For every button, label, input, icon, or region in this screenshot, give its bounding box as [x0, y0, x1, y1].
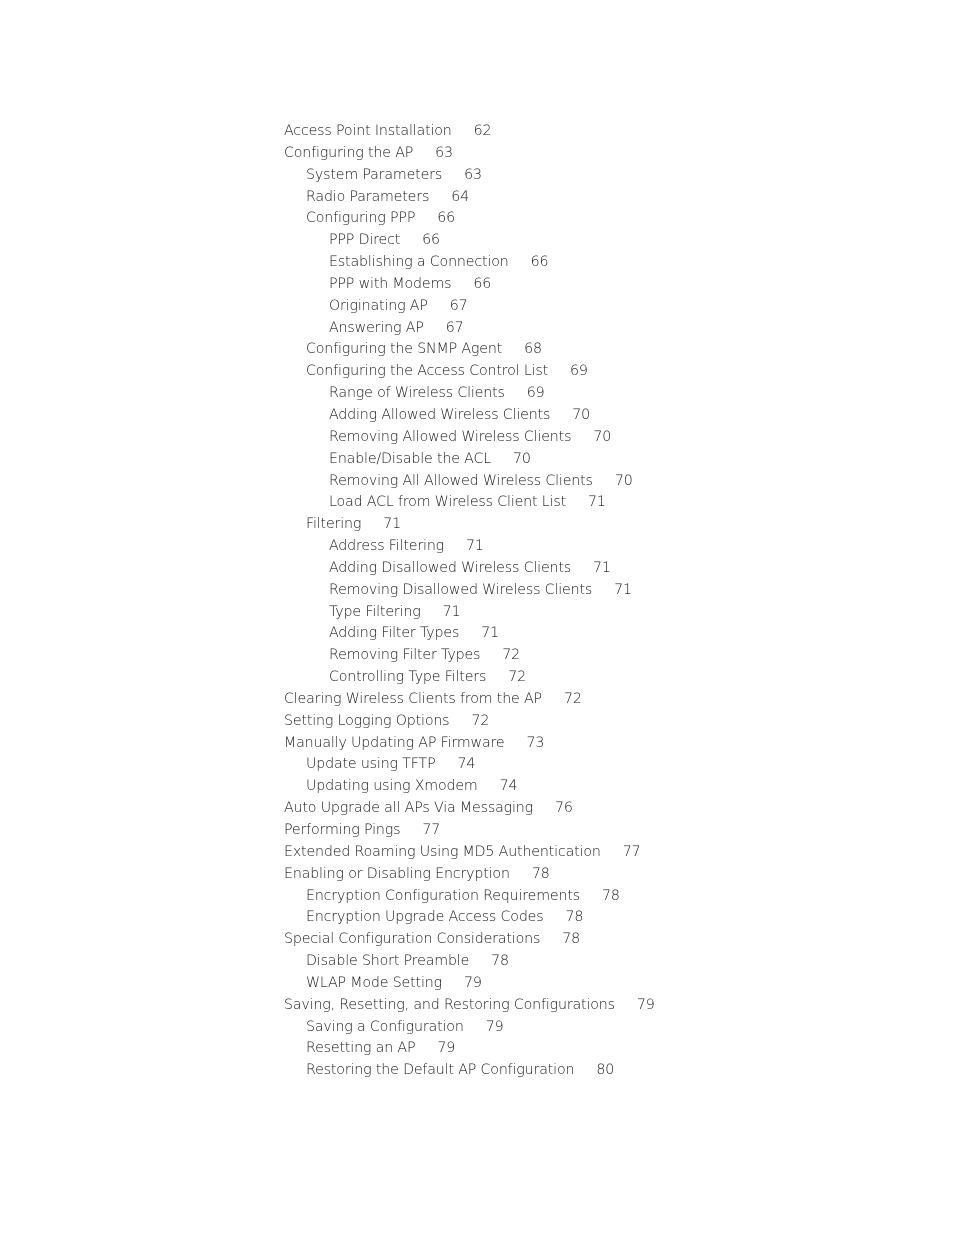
toc-entry[interactable] — [284, 602, 655, 624]
toc-entry-title: Disable Short Preamble — [306, 953, 470, 970]
toc-entry[interactable] — [284, 711, 655, 733]
toc-entry-title: Establishing a Connection — [329, 254, 509, 271]
toc-entry[interactable] — [284, 361, 655, 383]
toc-entry-page-number: 62 — [473, 123, 492, 139]
toc-entry-title: Auto Upgrade all APs Via Messaging — [284, 800, 533, 817]
toc-entry[interactable] — [284, 318, 655, 340]
toc-entry[interactable] — [284, 252, 655, 274]
toc-entry-page-number: 66 — [422, 232, 440, 249]
toc-entry-title: Filtering — [306, 516, 362, 533]
toc-entry[interactable] — [284, 558, 655, 580]
toc-entry-page-number: 79 — [437, 1040, 456, 1057]
toc-entry-page-number: 74 — [499, 778, 518, 795]
toc-entry-title: Controlling Type Filters — [329, 669, 487, 686]
toc-entry[interactable] — [284, 864, 655, 886]
toc-entry[interactable] — [284, 274, 655, 296]
toc-entry[interactable] — [284, 1060, 655, 1082]
toc-entry-page-number: 69 — [526, 385, 545, 402]
toc-entry-title: Update using TFTP — [306, 756, 436, 773]
toc-entry[interactable] — [284, 689, 655, 711]
toc-entry[interactable] — [284, 776, 655, 798]
toc-entry-title: Clearing Wireless Clients from the AP — [284, 690, 542, 707]
toc-entry-title: Range of Wireless Clients — [329, 385, 505, 402]
toc-entry-page-number: 71 — [588, 494, 606, 511]
toc-entry[interactable] — [284, 405, 655, 427]
toc-entry-title: Configuring the SNMP Agent — [306, 341, 503, 358]
toc-entry-page-number: 71 — [593, 559, 611, 576]
toc-entry[interactable] — [284, 121, 655, 143]
toc-entry-page-number: 66 — [437, 210, 455, 227]
toc-entry-page-number: 71 — [383, 516, 401, 533]
toc-entry[interactable] — [284, 951, 655, 973]
toc-entry[interactable] — [284, 165, 655, 187]
toc-entry-title: PPP Direct — [329, 232, 401, 249]
toc-entry-page-number: 72 — [471, 712, 490, 729]
toc-entry-page-number: 78 — [491, 953, 509, 970]
toc-entry[interactable] — [284, 580, 655, 602]
toc-entry-page-number: 66 — [473, 275, 492, 292]
toc-entry-title: Address Filtering — [329, 538, 445, 555]
toc-entry-title: Configuring the Access Control List — [306, 363, 549, 380]
toc-entry[interactable] — [284, 427, 655, 449]
toc-entry-page-number: 72 — [502, 647, 521, 664]
toc-entry-page-number: 73 — [526, 734, 545, 751]
toc-entry-page-number: 71 — [614, 581, 632, 598]
toc-entry[interactable] — [284, 1017, 655, 1039]
toc-entry[interactable] — [284, 733, 655, 755]
toc-entry-title: Access Point Installation — [284, 123, 452, 139]
toc-entry[interactable] — [284, 929, 655, 951]
toc-entry[interactable] — [284, 798, 655, 820]
toc-entry-title: Adding Filter Types — [329, 625, 460, 642]
toc-entry-title: Updating using Xmodem — [306, 778, 478, 795]
toc-entry-title: Restoring the Default AP Configuration — [306, 1062, 575, 1079]
toc-entry-page-number: 70 — [513, 450, 531, 467]
toc-entry-page-number: 63 — [435, 144, 453, 161]
toc-entry-page-number: 76 — [554, 800, 573, 817]
toc-entry[interactable] — [284, 339, 655, 361]
toc-entry-title: Saving a Configuration — [306, 1018, 464, 1035]
toc-entry-page-number: 78 — [562, 931, 580, 948]
toc-entry-page-number: 74 — [457, 756, 476, 773]
toc-entry-title: Extended Roaming Using MD5 Authentication — [284, 843, 601, 860]
toc-entry-page-number: 71 — [481, 625, 499, 642]
toc-entry-title: Radio Parameters — [306, 188, 430, 205]
toc-entry-page-number: 77 — [622, 843, 641, 860]
toc-entry-title: Removing Disallowed Wireless Clients — [329, 581, 593, 598]
toc-entry-title: Adding Disallowed Wireless Clients — [329, 559, 572, 576]
toc-entry-page-number: 64 — [451, 188, 469, 205]
toc-entry-title: Performing Pings — [284, 822, 401, 838]
toc-entry[interactable] — [284, 230, 655, 252]
toc-entry-title: Manually Updating AP Firmware — [284, 734, 505, 751]
toc-entry-page-number: 79 — [636, 996, 655, 1013]
toc-entry-title: Type Filtering — [329, 603, 421, 620]
toc-entry-title: Originating AP — [329, 297, 428, 314]
toc-entry-page-number: 67 — [449, 297, 468, 314]
toc-entry-page-number: 70 — [614, 472, 633, 489]
toc-entry-title: Enabling or Disabling Encryption — [284, 865, 510, 882]
toc-entry-title: WLAP Mode Setting — [306, 974, 442, 991]
toc-entry[interactable] — [284, 907, 655, 929]
toc-entry-page-number: 72 — [508, 669, 526, 686]
toc-entry-title: Removing All Allowed Wireless Clients — [329, 472, 593, 489]
toc-entry-page-number: 69 — [570, 363, 588, 380]
toc-entry-page-number: 70 — [572, 406, 590, 423]
toc-entry-page-number: 71 — [442, 603, 461, 620]
toc-entry[interactable] — [284, 383, 655, 405]
toc-entry[interactable] — [284, 514, 655, 536]
toc-entry[interactable] — [284, 667, 655, 689]
toc-entry-page-number: 78 — [531, 865, 550, 882]
toc-entry-page-number: 78 — [565, 909, 584, 926]
toc-entry-title: Setting Logging Options — [284, 712, 450, 729]
toc-entry-title: Answering AP — [329, 319, 424, 336]
toc-entry[interactable] — [284, 449, 655, 471]
table-of-contents — [284, 121, 655, 1082]
toc-entry-title: Special Configuration Considerations — [284, 931, 541, 948]
toc-entry-title: Resetting an AP — [306, 1040, 416, 1057]
toc-entry[interactable] — [284, 623, 655, 645]
toc-entry-page-number: 63 — [464, 166, 482, 183]
toc-entry-page-number: 71 — [466, 538, 484, 555]
toc-entry[interactable] — [284, 296, 655, 318]
toc-entry[interactable] — [284, 1038, 655, 1060]
toc-entry[interactable] — [284, 645, 655, 667]
toc-entry-page-number: 78 — [602, 887, 620, 904]
toc-entry-title: Load ACL from Wireless Client List — [329, 494, 567, 511]
toc-entry-title: Enable/Disable the ACL — [329, 450, 492, 467]
toc-entry[interactable] — [284, 995, 655, 1017]
toc-entry-page-number: 79 — [485, 1018, 504, 1035]
toc-entry[interactable] — [284, 143, 655, 165]
toc-entry-title: System Parameters — [306, 166, 443, 183]
toc-entry-page-number: 68 — [524, 341, 542, 358]
toc-entry-title: Configuring the AP — [284, 144, 414, 161]
toc-entry-page-number: 66 — [530, 254, 549, 271]
toc-entry-title: Configuring PPP — [306, 210, 416, 227]
toc-entry-title: Adding Allowed Wireless Clients — [329, 406, 551, 423]
toc-entry-page-number: 79 — [463, 974, 482, 991]
toc-entry[interactable] — [284, 536, 655, 558]
toc-entry-page-number: 72 — [563, 690, 582, 707]
toc-entry[interactable] — [284, 820, 655, 842]
toc-entry[interactable] — [284, 471, 655, 493]
toc-entry-title: Removing Allowed Wireless Clients — [329, 428, 572, 445]
toc-entry-title: Saving, Resetting, and Restoring Configurations — [284, 996, 615, 1013]
toc-entry[interactable] — [284, 842, 655, 864]
toc-entry-page-number: 80 — [596, 1062, 615, 1079]
toc-entry-title: PPP with Modems — [329, 275, 452, 292]
toc-entry[interactable] — [284, 492, 655, 514]
toc-entry-title: Removing Filter Types — [329, 647, 481, 664]
toc-entry[interactable] — [284, 754, 655, 776]
toc-entry-page-number: 67 — [445, 319, 464, 336]
toc-entry[interactable] — [284, 886, 655, 908]
toc-entry[interactable] — [284, 187, 655, 209]
toc-entry-title: Encryption Configuration Requirements — [306, 887, 580, 904]
toc-entry-title: Encryption Upgrade Access Codes — [306, 909, 544, 926]
toc-entry-page-number: 70 — [593, 428, 612, 445]
toc-entry-page-number: 77 — [422, 822, 441, 838]
toc-entry[interactable] — [284, 208, 655, 230]
toc-entry[interactable] — [284, 973, 655, 995]
